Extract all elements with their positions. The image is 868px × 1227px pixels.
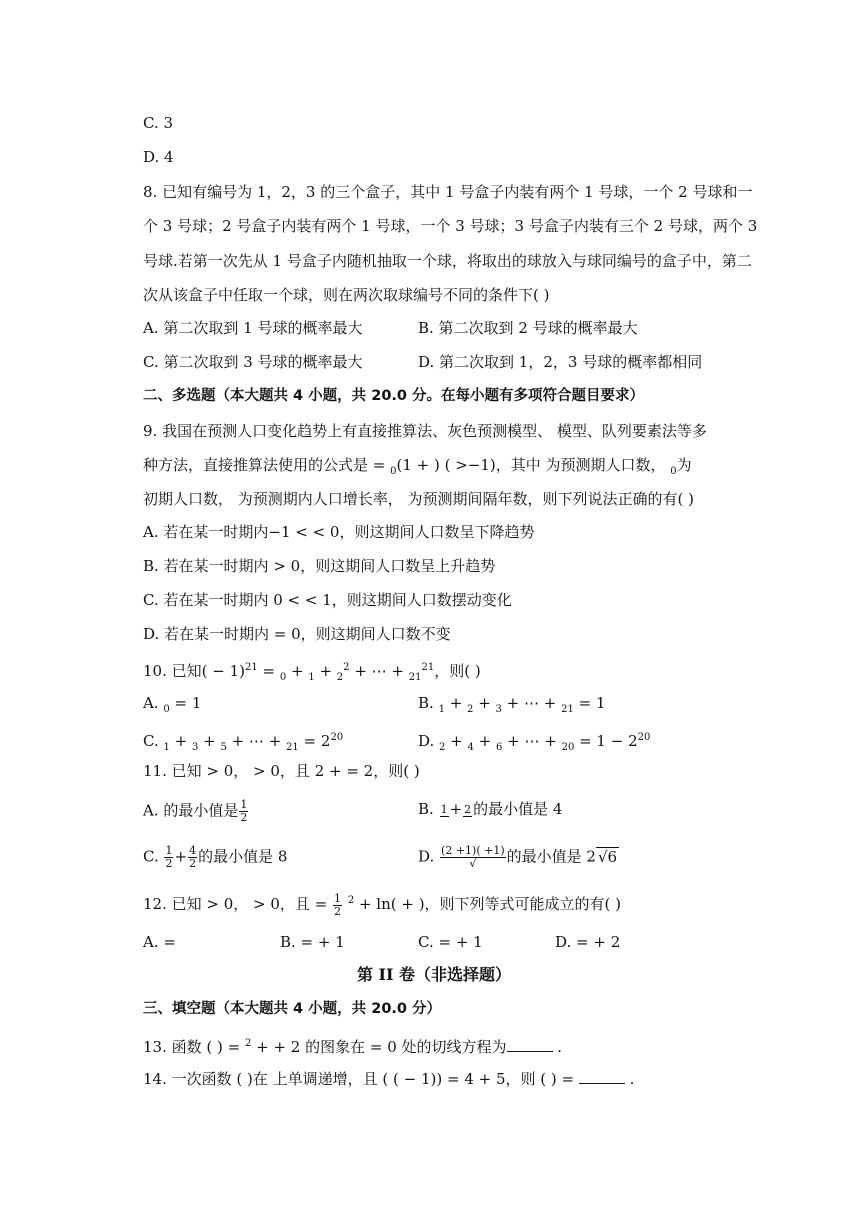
section-fill-in: 三、填空题（本大题共 4 小题，共 20.0 分） [143, 1001, 442, 1017]
q8-option-c: C. 第二次取到 3 号球的概率最大 [143, 353, 363, 371]
fraction: $\frac{(2 +1)( +1)}{√}$ [441, 844, 505, 870]
q8-line1: 8. 已知有编号为 1，2，3 的三个盒子，其中 1 号盒子内装有两个 1 号球，一个 2 号球和一 [143, 183, 753, 201]
section-multiple-choice: 二、多选题（本大题共 4 小题，共 20.0 分。在每小题有多项符合题目要求） [143, 388, 645, 404]
option-d-prev: D. 4 [143, 148, 174, 166]
option-c-prev: C. 3 [143, 114, 174, 132]
q9-option-c: C. 若在某一时期内 0 < < 1，则这期间人口数摆动变化 [143, 591, 512, 609]
q10-stem: 10. 已知( − 1)$^{21}$ = $_0$ + $_1$ + $_2^2$ + ⋯ + $_{21}^{21}$，则( ) [143, 662, 481, 683]
q9-option-d: D. 若在某一时期内 = 0，则这期间人口数不变 [143, 625, 451, 643]
q10-option-b: B. $_1$ + $_2$ + $_3$ + ⋯ + $_{21}$ = 1 [418, 694, 606, 715]
q12-option-c: C. = + 1 [418, 933, 483, 951]
fraction: $\frac{4}{2}$ [189, 844, 197, 870]
q11-stem: 11. 已知 > 0， > 0，且 2 + = 2，则( ) [143, 762, 420, 780]
fraction: $\frac{1}{2}$ [334, 891, 342, 918]
fraction: 2 [464, 802, 472, 816]
q8-option-a: A. 第二次取到 1 号球的概率最大 [143, 319, 363, 337]
q9-option-a: A. 若在某一时期内−1 < < 0，则这期间人口数呈下降趋势 [143, 523, 535, 541]
q11-option-a: A. 的最小值是 $\frac{1}{2}$ [143, 798, 248, 824]
q12-option-a: A. = [143, 933, 176, 951]
q10-option-d: D. $_2$ + $_4$ + $_6$ + ⋯ + $_{20} = 1 - 2^{20}$ [418, 732, 651, 753]
q8-option-d: D. 第二次取到 1，2，3 号球的概率都相同 [418, 353, 703, 371]
q11-option-b: B. 1 + 2 的最小值是 4 [418, 800, 563, 818]
q9-line3: 初期人口数， 为预测期内人口增长率， 为预测期间隔年数，则下列说法正确的有( ) [143, 490, 695, 508]
fraction: 1 [440, 802, 448, 816]
part-two-title: 第 II 卷（非选择题） [356, 965, 512, 984]
q8-option-b: B. 第二次取到 2 号球的概率最大 [418, 319, 638, 337]
q8-line3: 号球.若第一次先从 1 号盒子内随机抽取一个球，将取出的球放入与球同编号的盒子中，第二 [143, 252, 752, 270]
q8-line2: 个 3 号球；2 号盒子内装有两个 1 号球，一个 3 号球；3 号盒子内装有三个 2 号球，两个 3 [143, 217, 758, 235]
q8-line4: 次从该盒子中任取一个球，则在两次取球编号不同的条件下( ) [143, 286, 550, 304]
q14-stem: 14. 一次函数 ( )在 上单调递增，且 ( ( − 1)) = 4 + 5，则 ( ) = . [143, 1070, 635, 1088]
q9-line1: 9. 我国在预测人口变化趋势上有直接推算法、灰色预测模型、 模型、队列要素法等多 [143, 422, 707, 440]
q9-line2: 种方法，直接推算法使用的公式是 = $_0$(1 + ) ( >−1)，其中 为预测期人口数， $_0$为 [143, 456, 692, 477]
q10-option-a: A. $_0$ = 1 [143, 694, 202, 715]
q13-stem: 13. 函数 ( ) = $^2$ + + 2 的图象在 = 0 处的切线方程为 . [143, 1038, 563, 1056]
answer-blank[interactable] [507, 1037, 553, 1052]
fraction: $\frac{1}{2}$ [240, 798, 248, 824]
q12-option-b: B. = + 1 [280, 933, 345, 951]
q11-option-d: D. $\frac{(2 +1)( +1)}{√}$ 的最小值是 2 √6 [418, 844, 618, 870]
q12-option-d: D. = + 2 [555, 933, 621, 951]
q9-option-b: B. 若在某一时期内 > 0，则这期间人口数呈上升趋势 [143, 557, 496, 575]
q10-option-c: C. $_1$ + $_3$ + $_5$ + ⋯ + $_{21} = 2^{20}$ [143, 732, 344, 753]
sqrt-symbol: √6 [597, 847, 618, 866]
q12-stem: 12. 已知 > 0， > 0，且 = $\frac{1}{2}$ $^2$ + ln( + )，则下列等式可能成立的有( ) [143, 891, 622, 918]
fraction: $\frac{1}{2}$ [165, 844, 173, 870]
q11-option-c: C. $\frac{1}{2}$ + $\frac{4}{2}$ 的最小值是 8 [143, 844, 288, 870]
answer-blank[interactable] [579, 1069, 625, 1084]
